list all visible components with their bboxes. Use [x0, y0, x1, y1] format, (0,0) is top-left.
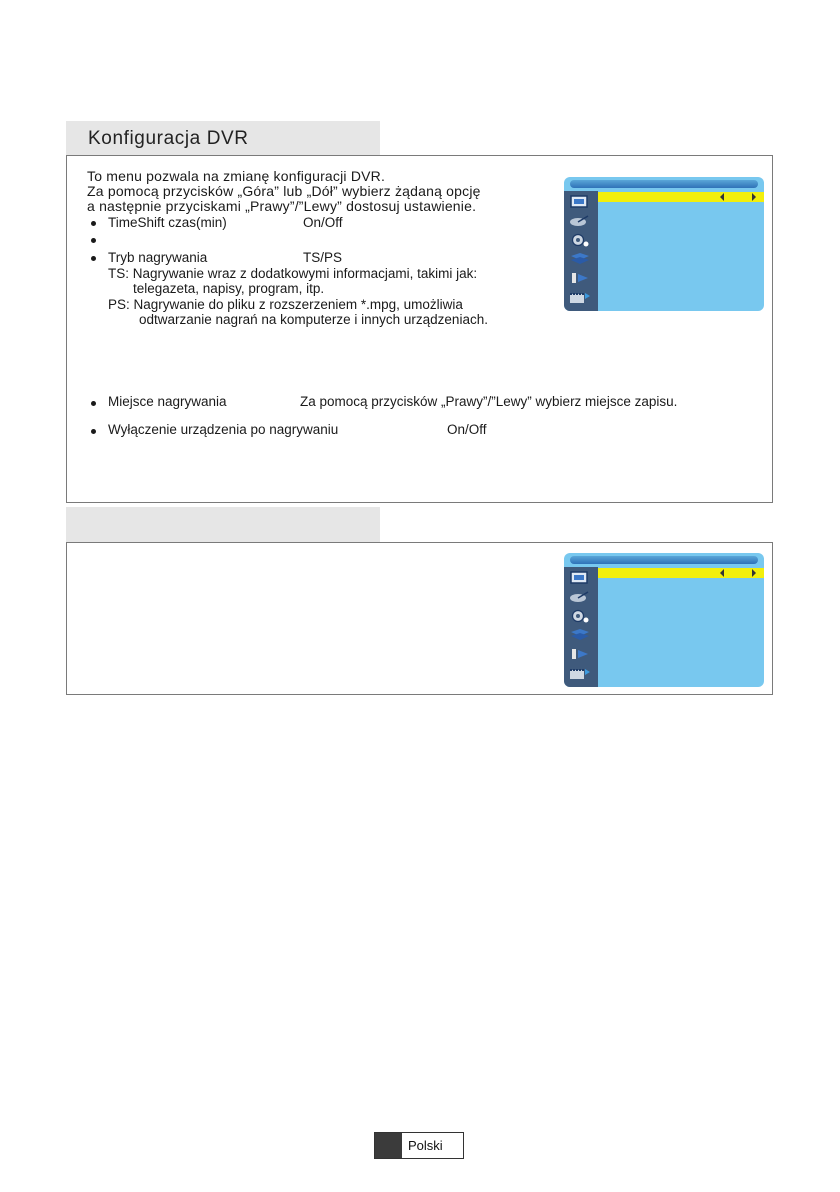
intro-line-3: a następnie przyciskami „Prawy”/”Lewy” dostosuj ustawienie.: [87, 198, 477, 214]
satellite-dish-icon: [569, 590, 591, 604]
page-language-badge: [374, 1132, 464, 1159]
bullet-icon: [91, 238, 96, 243]
language-label: Polski: [408, 1138, 443, 1153]
media-player-icon: [569, 271, 591, 285]
intro-line-1: To menu pozwala na zmianę konfiguracji DVR.: [87, 168, 386, 184]
osd-title-bar: [570, 180, 758, 188]
recording-mode-label: Tryb nagrywania: [108, 250, 208, 265]
osd-selected-row: [598, 568, 764, 578]
right-arrow-icon: [752, 193, 756, 201]
location-value: Za pomocą przycisków „Prawy”/”Lewy” wybierz miejsce zapisu.: [300, 394, 678, 409]
bullet-icon: [91, 256, 96, 261]
section-2-panel: [66, 542, 773, 695]
page-number-box: [375, 1133, 402, 1158]
settings-gear-icon: [569, 233, 591, 247]
osd-sidebar: [564, 191, 598, 311]
recording-icon: [569, 290, 591, 304]
recording-icon: [569, 666, 591, 680]
recording-mode-value: TS/PS: [303, 250, 343, 265]
osd-menu-screenshot: [564, 177, 764, 311]
timeshift-label: TimeShift czas(min): [108, 215, 227, 230]
media-player-icon: [569, 647, 591, 661]
channel-list-icon: [569, 628, 591, 642]
shutdown-label: Wyłączenie urządzenia po nagrywaniu: [108, 422, 339, 437]
timeshift-value: On/Off: [303, 215, 343, 230]
section-title-dvr: Konfiguracja DVR: [66, 121, 380, 157]
left-arrow-icon: [720, 193, 724, 201]
bullet-icon: [91, 401, 96, 406]
dvr-config-panel: [66, 155, 773, 503]
bullet-icon: [91, 221, 96, 226]
ps-description-line-2: odtwarzanie nagrań na komputerze i innych urządzeniach.: [139, 312, 488, 327]
osd-menu-screenshot: [564, 553, 764, 687]
ts-description-line-1: TS: Nagrywanie wraz z dodatkowymi informacjami, takimi jak:: [108, 266, 478, 281]
ts-description-line-2: telegazeta, napisy, program, itp.: [133, 281, 325, 296]
osd-title-bar: [570, 556, 758, 564]
channel-list-icon: [569, 252, 591, 266]
bullet-icon: [91, 429, 96, 434]
location-label: Miejsce nagrywania: [108, 394, 227, 409]
satellite-dish-icon: [569, 214, 591, 228]
osd-selected-row: [598, 192, 764, 202]
settings-gear-icon: [569, 609, 591, 623]
intro-line-2: Za pomocą przycisków „Góra” lub „Dół” wybierz żądaną opcję: [87, 183, 481, 199]
osd-sidebar: [564, 567, 598, 687]
tv-icon: [569, 195, 591, 209]
ps-description-line-1: PS: Nagrywanie do pliku z rozszerzeniem *.mpg, umożliwia: [108, 297, 463, 312]
right-arrow-icon: [752, 569, 756, 577]
section-title-2: [66, 507, 380, 543]
left-arrow-icon: [720, 569, 724, 577]
shutdown-value: On/Off: [447, 422, 487, 437]
tv-icon: [569, 571, 591, 585]
